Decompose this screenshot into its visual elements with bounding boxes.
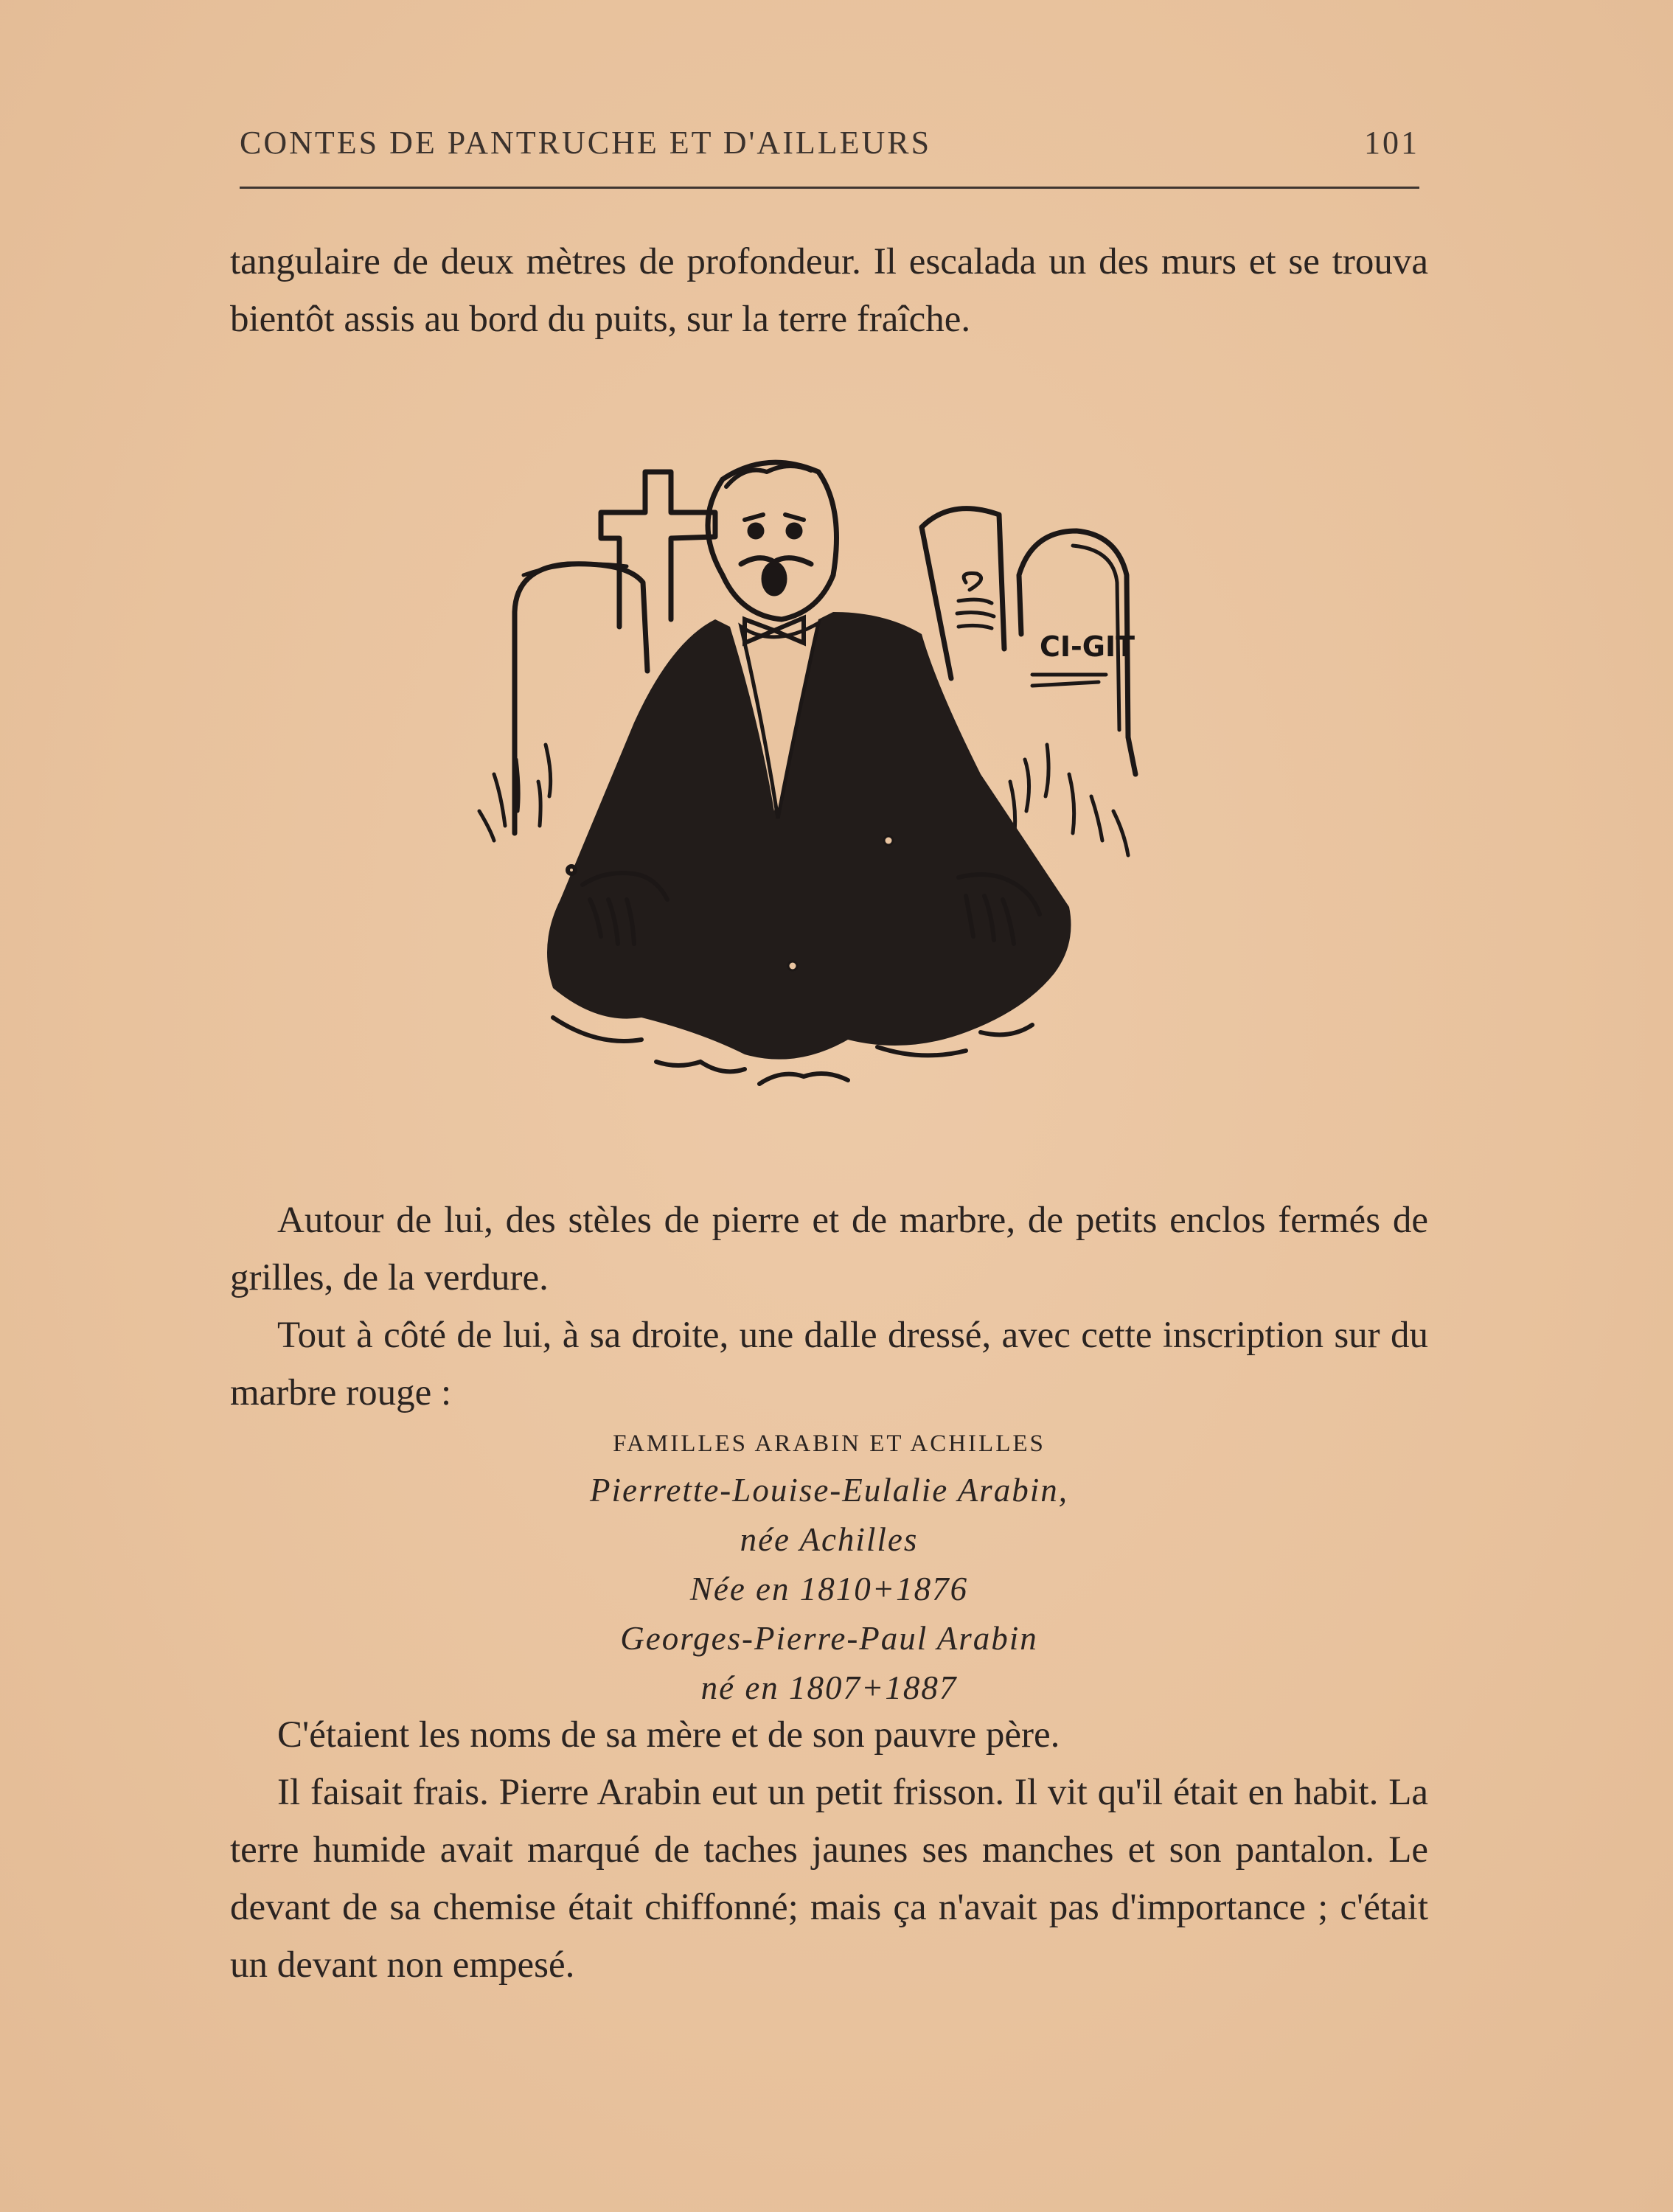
paragraph-4: C'étaient les noms de sa mère et de son pauvre père. — [277, 1714, 1060, 1756]
cross-icon — [601, 472, 715, 627]
inscription-heading: FAMILLES ARABIN ET ACHILLES — [613, 1430, 1046, 1457]
paragraph-2: Autour de lui, des stèles de pierre et de marbre, de petits enclos fermés de grilles, de la verdure. — [230, 1200, 1428, 1298]
running-title: CONTES DE PANTRUCHE ET D'AILLEURS — [240, 125, 932, 161]
inscription-line-1: Pierrette-Louise-Eulalie Arabin, — [590, 1472, 1068, 1509]
inscription-line-5: né en 1807+1887 — [700, 1669, 958, 1706]
tombstone-inscription: CI-GIT — [1040, 630, 1135, 663]
inscription-line-4: Georges-Pierre-Paul Arabin — [620, 1620, 1038, 1657]
paragraph-5: Il faisait frais. Pierre Arabin eut un petit frisson. Il vit qu'il était en habit. La terre humide avait marqué de taches jaunes ses manches et son pantalon. Le devant de sa chemise était chiffonné; mais ça n'avait pas d'importance ; c'était un devant non empesé. — [230, 1772, 1428, 1986]
header-rule — [240, 187, 1419, 189]
paragraph-3: Tout à côté de lui, à sa droite, une dalle dressé, avec cette inscription sur du marbre rouge : — [230, 1315, 1428, 1413]
man-in-cemetery-illustration — [450, 428, 1187, 1128]
column-stele — [922, 509, 1004, 678]
illustration — [450, 428, 1187, 1128]
page-number: 101 — [1364, 125, 1419, 161]
paragraph-1: tangulaire de deux mètres de profondeur. Il escalada un des murs et se trouva bientôt assis au bord du puits, sur la terre fraîche. — [230, 241, 1428, 340]
inscription-block — [230, 1425, 1428, 1713]
inscription-line-3: Née en 1810+1876 — [689, 1571, 969, 1607]
running-head — [0, 124, 1419, 168]
inscription-line-2: née Achilles — [740, 1521, 919, 1558]
jacket — [547, 612, 1071, 1060]
